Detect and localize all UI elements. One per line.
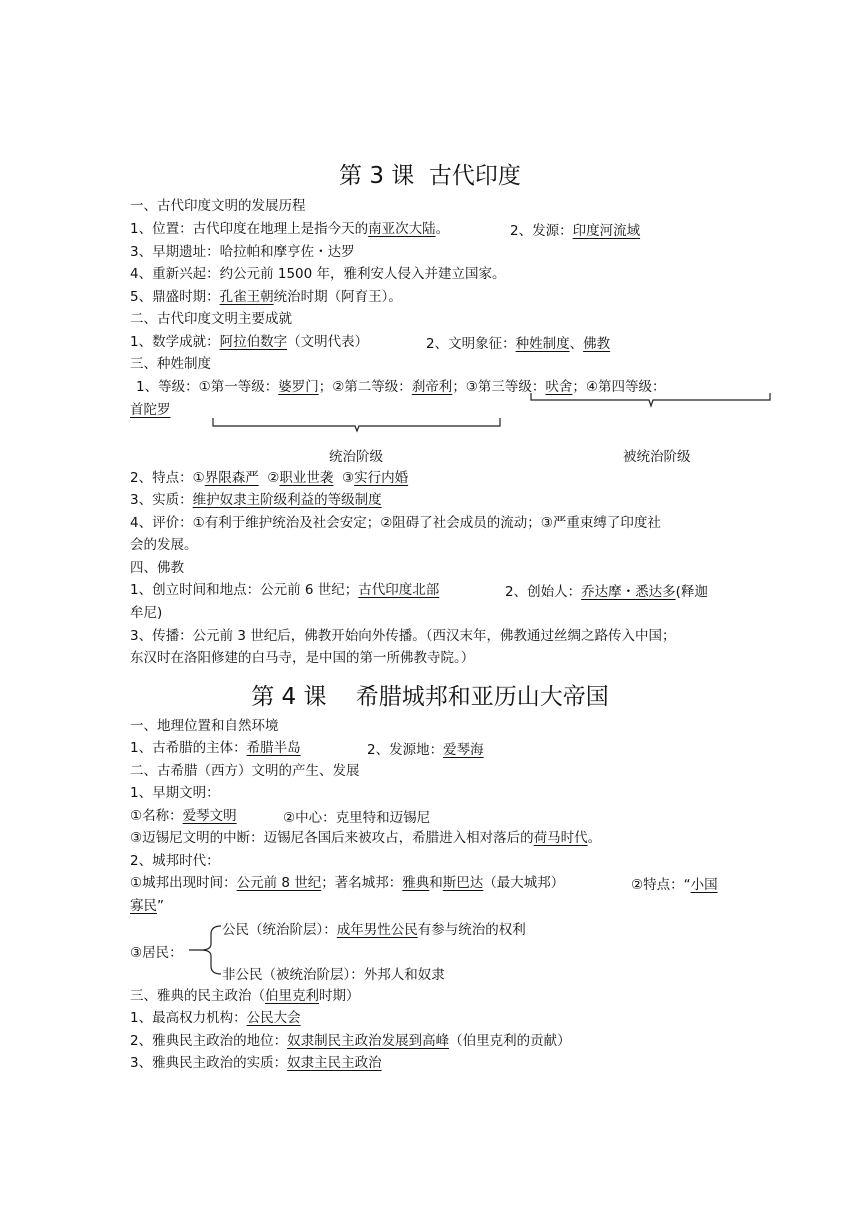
lesson3-line-evaluation-cont: 会的发展。 bbox=[130, 537, 198, 553]
lesson4-line-early: 1、早期文明： bbox=[130, 785, 220, 801]
lesson3-line-revival: 4、重新兴起：约公元前 1500 年，雅利安人侵入并建立国家。 bbox=[130, 266, 506, 282]
ruling-class-label: 统治阶级 bbox=[329, 449, 383, 465]
lesson3-line-castes-cont bbox=[130, 400, 171, 420]
lesson4-line-assembly bbox=[130, 1008, 301, 1028]
ruled-brace bbox=[530, 393, 772, 407]
text: 1、位置：古代印度在地理上是指今天的 bbox=[130, 221, 369, 237]
underlined-term: 首陀罗 bbox=[130, 402, 171, 418]
text: 2、雅典民主政治的地位： bbox=[130, 1033, 288, 1049]
text: 3、雅典民主政治的实质： bbox=[130, 1055, 288, 1071]
underlined-term: 刹帝利 bbox=[411, 379, 453, 395]
lesson4-line-aegean-name bbox=[130, 806, 237, 826]
text: 5、鼎盛时期： bbox=[130, 289, 220, 305]
lesson4-line-main-body bbox=[130, 738, 301, 758]
text: 1、古希腊的主体： bbox=[130, 740, 247, 756]
lesson4-line-aegean-center: ②中心：克里特和迈锡尼 bbox=[283, 810, 431, 826]
underlined-term: 印度河流域 bbox=[572, 223, 641, 239]
ruling-brace bbox=[212, 418, 502, 432]
lesson4-title: 第 4 课 希腊城邦和亚历山大帝国 bbox=[251, 684, 609, 710]
text: 2、发源地： bbox=[367, 742, 444, 758]
underlined-term: 吠舍 bbox=[545, 379, 573, 395]
lesson3-title: 第 3 课 古代印度 bbox=[339, 163, 521, 189]
text: ；著名城邦： bbox=[321, 875, 403, 891]
text: 统治时期（阿育王）。 bbox=[273, 289, 402, 305]
residents-brace bbox=[187, 924, 223, 976]
text: 1、等级：①第一等级： bbox=[136, 379, 279, 395]
lesson4-line-origin bbox=[367, 738, 484, 758]
text: ①城邦出现时间： bbox=[130, 875, 237, 891]
text: (释迦 bbox=[675, 584, 708, 600]
text: （最大城邦） bbox=[483, 875, 565, 891]
lesson3-line-features bbox=[130, 468, 408, 488]
lesson3-line-essence bbox=[130, 490, 382, 510]
text: ③迈锡尼文明的中断：迈锡尼各国后来被攻占，希腊进入相对落后的 bbox=[130, 830, 534, 846]
text: ①名称： bbox=[130, 808, 183, 824]
text: 3、实质： bbox=[130, 492, 193, 508]
lesson3-line-symbol bbox=[426, 332, 610, 352]
lesson4-line-mycenae bbox=[130, 828, 601, 848]
text: 三、雅典的民主政治（ bbox=[130, 988, 265, 1004]
text: （文明代表） bbox=[287, 334, 369, 350]
underlined-term: 公元前 8 世纪 bbox=[236, 875, 322, 891]
text: 、 bbox=[569, 336, 584, 352]
lesson4-line-polis-feature bbox=[631, 873, 718, 893]
lesson3-line-founding bbox=[130, 580, 439, 600]
underlined-term: 维护奴隶主阶级利益的等级制度 bbox=[192, 492, 382, 508]
lesson3-line-sites: 3、早期遗址：哈拉帕和摩亨佐・达罗 bbox=[130, 244, 355, 260]
text: 有参与统治的权利 bbox=[417, 922, 526, 938]
underlined-term: 斯巴达 bbox=[442, 875, 484, 891]
underlined-term: 奴隶制民主政治发展到高峰 bbox=[287, 1033, 450, 1049]
underlined-term: 寡民 bbox=[130, 898, 157, 914]
lesson3-section3-heading: 三、种姓制度 bbox=[130, 356, 211, 372]
underlined-term: 希腊半岛 bbox=[246, 740, 301, 756]
text: 1、最高权力机构： bbox=[130, 1010, 247, 1026]
lesson3-line-location bbox=[130, 219, 449, 239]
text: ” bbox=[157, 898, 164, 914]
underlined-term: 爱琴文明 bbox=[182, 808, 237, 824]
text: 。 bbox=[587, 830, 602, 846]
underlined-term: 乔达摩・悉达多 bbox=[581, 584, 676, 600]
lesson4-line-status bbox=[130, 1031, 571, 1051]
lesson4-section2-heading: 二、古希腊（西方）文明的产生、发展 bbox=[130, 763, 360, 779]
underlined-term: 古代印度北部 bbox=[358, 582, 440, 598]
underlined-term: 佛教 bbox=[583, 336, 611, 352]
lesson4-line-essence bbox=[130, 1053, 382, 1073]
lesson3-line-evaluation: 4、评价：①有利于维护统治及社会安定；②阻碍了社会成员的流动；③严重束缚了印度社 bbox=[130, 515, 661, 531]
text: 和 bbox=[429, 875, 443, 891]
underlined-term: 公民大会 bbox=[246, 1010, 301, 1026]
text: ③ bbox=[342, 470, 355, 486]
lesson3-line-origin bbox=[510, 219, 640, 239]
underlined-term: 小国 bbox=[690, 877, 718, 893]
lesson3-section4-heading: 四、佛教 bbox=[130, 560, 184, 576]
lesson4-line-polis-feature-cont bbox=[130, 896, 164, 916]
lesson4-line-polis bbox=[130, 873, 564, 893]
lesson3-line-math bbox=[130, 332, 368, 352]
lesson3-section1-heading: 一、古代印度文明的发展历程 bbox=[130, 198, 306, 214]
underlined-term: 雅典 bbox=[402, 875, 430, 891]
lesson4-line-polis-era: 2、城邦时代： bbox=[130, 853, 220, 869]
underlined-term: 界限森严 bbox=[204, 470, 259, 486]
text: 时期） bbox=[319, 988, 360, 1004]
lesson3-line-peak bbox=[130, 287, 402, 307]
text: ；③第三等级： bbox=[452, 379, 546, 395]
text: ②特点：“ bbox=[631, 877, 691, 893]
underlined-term: 伯里克利 bbox=[265, 988, 319, 1004]
lesson4-section3-heading bbox=[130, 986, 360, 1006]
text: 2、特点：① bbox=[130, 470, 205, 486]
residents-citizens bbox=[222, 918, 526, 938]
ruled-class-label: 被统治阶级 bbox=[623, 449, 691, 465]
lesson3-line-spread-cont: 东汉时在洛阳修建的白马寺，是中国的第一所佛教寺院。） bbox=[130, 650, 475, 666]
underlined-term: 孔雀王朝 bbox=[219, 289, 274, 305]
text: （伯里克利的贡献） bbox=[449, 1033, 571, 1049]
text: 公民（统治阶层）： bbox=[222, 922, 337, 938]
text: 2、发源： bbox=[510, 223, 573, 239]
text: 1、创立时间和地点：公元前 6 世纪； bbox=[130, 582, 359, 598]
underlined-term: 奴隶主民主政治 bbox=[287, 1055, 382, 1071]
lesson4-section1-heading: 一、地理位置和自然环境 bbox=[130, 718, 279, 734]
residents-non-citizens: 非公民（被统治阶层）：外邦人和奴隶 bbox=[222, 967, 445, 983]
text: ；②第二等级： bbox=[318, 379, 412, 395]
text: 2、创始人： bbox=[505, 584, 582, 600]
text: ② bbox=[267, 470, 280, 486]
residents-label: ③居民： bbox=[130, 945, 183, 961]
lesson3-section2-heading: 二、古代印度文明主要成就 bbox=[130, 311, 292, 327]
underlined-term: 实行内婚 bbox=[354, 470, 409, 486]
underlined-term: 成年男性公民 bbox=[336, 922, 418, 938]
underlined-term: 南亚次大陆 bbox=[368, 221, 436, 237]
underlined-term: 种姓制度 bbox=[515, 336, 570, 352]
underlined-term: 职业世袭 bbox=[279, 470, 334, 486]
lesson3-line-founder-cont: 牟尼) bbox=[130, 605, 163, 621]
lesson3-line-spread: 3、传播：公元前 3 世纪后，佛教开始向外传播。（西汉末年，佛教通过丝绸之路传入中国； bbox=[130, 628, 676, 644]
lesson3-line-founder bbox=[505, 580, 708, 600]
underlined-term: 爱琴海 bbox=[443, 742, 484, 758]
text: 。 bbox=[435, 221, 450, 237]
underlined-term: 婆罗门 bbox=[278, 379, 319, 395]
text: 2、文明象征： bbox=[426, 336, 516, 352]
underlined-term: 阿拉伯数字 bbox=[219, 334, 288, 350]
text: 1、数学成就： bbox=[130, 334, 220, 350]
underlined-term: 荷马时代 bbox=[533, 830, 588, 846]
text: ；④第四等级： bbox=[572, 379, 666, 395]
